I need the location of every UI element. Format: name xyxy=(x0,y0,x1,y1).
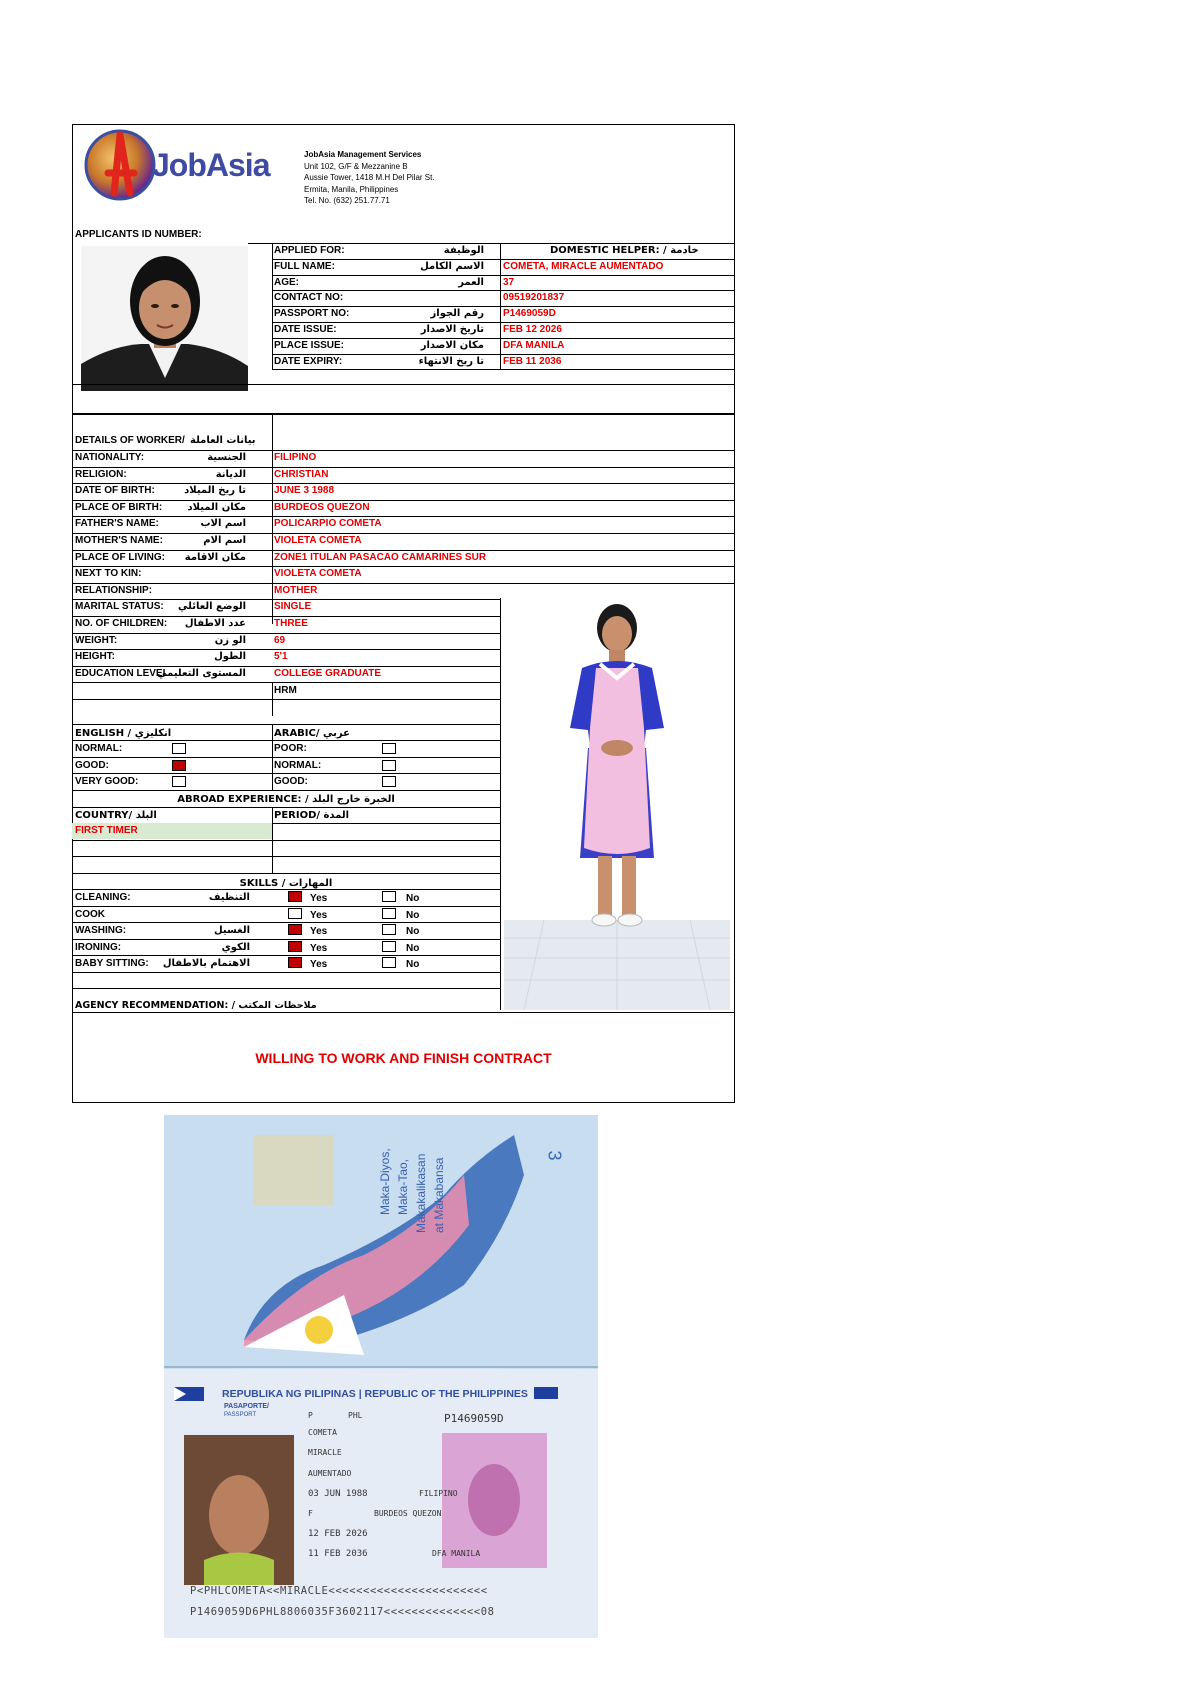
skill-yes-label: Yes xyxy=(310,893,328,904)
skill-yes-label: Yes xyxy=(310,926,328,937)
country-label: COUNTRY/ البلد xyxy=(75,810,157,821)
detail-label: RELATIONSHIP: xyxy=(75,584,153,596)
education-extra: HRM xyxy=(274,685,297,697)
table-rule xyxy=(72,533,735,534)
skill-no-label: No xyxy=(406,909,420,921)
detail-label-ar: مكان الميلاد xyxy=(187,501,246,513)
passport-nationality: FILIPINO xyxy=(419,1489,458,1498)
passport-mrz-1: P<PHLCOMETA<<MIRACLE<<<<<<<<<<<<<<<<<<<<<<< xyxy=(190,1585,488,1597)
detail-label: PLACE OF BIRTH: xyxy=(75,501,163,513)
skill-yes-label: Yes xyxy=(310,942,328,954)
table-rule xyxy=(72,939,500,940)
field-label: CONTACT NO: xyxy=(274,292,344,304)
skill-no-checkbox xyxy=(382,957,396,968)
detail-value: 5'1 xyxy=(274,651,288,663)
skill-yes-checkbox xyxy=(288,924,302,935)
detail-label-ar: اسم الاب xyxy=(200,518,246,530)
passport-page-number: 3 xyxy=(544,1150,565,1161)
detail-label: MARITAL STATUS: xyxy=(75,601,164,613)
applicant-photo xyxy=(81,246,248,391)
company-address-2: Aussie Tower, 1418 M.H Del Pilar St. xyxy=(304,173,435,182)
arabic-label: ARABIC/ عربي xyxy=(274,728,350,739)
table-rule xyxy=(72,450,735,451)
detail-value: SINGLE xyxy=(274,601,312,613)
detail-label-ar: عدد الاطفال xyxy=(184,618,246,629)
skill-no-label: No xyxy=(406,893,420,904)
table-rule xyxy=(72,889,500,890)
table-rule xyxy=(72,516,735,517)
skill-label: CLEANING: xyxy=(75,892,131,903)
field-label: FULL NAME: xyxy=(274,260,335,272)
arabic-level-label: NORMAL: xyxy=(274,759,322,771)
field-label-ar: الاسم الكامل xyxy=(420,260,484,272)
skill-no-label: No xyxy=(406,942,420,954)
skill-label-ar: التنظيف xyxy=(208,892,250,903)
english-level-checkbox xyxy=(172,743,186,754)
table-rule xyxy=(72,682,500,683)
table-rule xyxy=(72,414,735,415)
field-label-ar: تاريخ الاصدار xyxy=(420,324,484,335)
table-rule xyxy=(72,467,735,468)
detail-label: MOTHER'S NAME: xyxy=(75,535,163,546)
detail-value: THREE xyxy=(274,618,308,629)
abroad-title: ABROAD EXPERIENCE: / الخبرة خارج البلد xyxy=(177,794,395,805)
skill-label-ar: الاهتمام بالاطفال xyxy=(162,958,250,969)
arabic-level-checkbox xyxy=(382,760,396,771)
passport-middle: AUMENTADO xyxy=(308,1469,352,1478)
english-level-label: NORMAL: xyxy=(75,743,123,754)
detail-label-ar: الطول xyxy=(214,651,246,663)
table-rule xyxy=(72,773,500,774)
table-rule xyxy=(72,972,500,973)
passport-scan xyxy=(164,1115,598,1638)
skill-yes-label: Yes xyxy=(310,909,328,921)
detail-value: CHRISTIAN xyxy=(274,468,329,480)
skill-yes-label: Yes xyxy=(310,959,328,970)
table-rule xyxy=(272,369,735,370)
detail-label-ar: الجنسية xyxy=(207,452,246,463)
detail-value: BURDEOS QUEZON xyxy=(274,501,370,513)
field-value: 09519201837 xyxy=(503,292,565,304)
table-rule xyxy=(72,807,500,808)
passport-motto-4: at Makabansa xyxy=(432,1157,446,1233)
field-label: PASSPORT NO: xyxy=(274,308,350,320)
agency-recommendation-label: AGENCY RECOMMENDATION: / ملاحظات المكتب xyxy=(75,1000,317,1011)
detail-value: COLLEGE GRADUATE xyxy=(274,667,382,679)
passport-pob: BURDEOS QUEZON xyxy=(374,1509,442,1518)
table-rule xyxy=(72,724,500,725)
company-tel: Tel. No. (632) 251.77.71 xyxy=(304,196,390,205)
table-rule xyxy=(72,906,500,907)
detail-label: NATIONALITY: xyxy=(75,452,145,463)
table-rule xyxy=(272,414,273,624)
passport-country: REPUBLIKA NG PILIPINAS | REPUBLIC OF THE PHILIPPINES xyxy=(222,1388,528,1400)
table-rule xyxy=(72,633,500,634)
table-rule xyxy=(72,1012,735,1013)
field-label: DATE EXPIRY: xyxy=(274,355,343,367)
english-level-checkbox xyxy=(172,760,186,771)
table-rule xyxy=(72,873,500,874)
passport-code: PHL xyxy=(348,1411,363,1420)
skill-label-ar: الغسيل xyxy=(213,925,250,936)
detail-value: MOTHER xyxy=(274,584,318,596)
table-rule xyxy=(72,790,500,791)
skill-no-checkbox xyxy=(382,908,396,919)
skill-label-ar: الكوي xyxy=(221,941,250,953)
table-rule xyxy=(72,666,500,667)
detail-value: POLICARPIO COMETA xyxy=(274,518,382,530)
skill-yes-checkbox xyxy=(288,957,302,968)
skill-no-checkbox xyxy=(382,891,396,902)
arabic-level-label: GOOD: xyxy=(274,776,308,787)
table-rule xyxy=(72,583,735,584)
english-label: ENGLISH / انكليزي xyxy=(75,728,172,739)
table-rule xyxy=(72,550,735,551)
skill-no-checkbox xyxy=(382,941,396,952)
field-label-ar: الوظيفة xyxy=(443,245,484,256)
detail-value: VIOLETA COMETA xyxy=(274,535,362,546)
field-value: DFA MANILA xyxy=(503,339,565,351)
field-value: COMETA, MIRACLE AUMENTADO xyxy=(503,260,664,272)
field-value: FEB 12 2026 xyxy=(503,324,562,335)
skill-no-checkbox xyxy=(382,924,396,935)
detail-label: WEIGHT: xyxy=(75,634,118,646)
english-level-checkbox xyxy=(172,776,186,787)
table-rule xyxy=(72,922,500,923)
detail-label-ar: المستوى التعليمي xyxy=(157,667,246,679)
passport-surname: COMETA xyxy=(308,1428,337,1437)
table-rule xyxy=(72,616,500,617)
company-name: JobAsia Management Services xyxy=(304,150,422,159)
skill-yes-checkbox xyxy=(288,908,302,919)
detail-label-ar: الديانة xyxy=(215,468,246,480)
detail-value: VIOLETA COMETA xyxy=(274,568,362,580)
detail-label-ar: تا ريخ الميلاد xyxy=(184,485,246,497)
table-rule xyxy=(72,856,500,857)
field-value: 37 xyxy=(503,276,515,288)
skill-yes-checkbox xyxy=(288,941,302,952)
detail-label: RELIGION: xyxy=(75,468,127,480)
passport-sex: F xyxy=(308,1509,313,1518)
english-level-label: VERY GOOD: xyxy=(75,776,139,787)
applicant-id-label: APPLICANTS ID NUMBER: xyxy=(75,229,202,240)
english-level-label: GOOD: xyxy=(75,759,109,771)
passport-motto-1: Maka-Diyos, xyxy=(378,1148,392,1215)
table-rule xyxy=(72,500,735,501)
field-label: AGE: xyxy=(274,276,299,288)
passport-type: P xyxy=(308,1411,313,1420)
skill-yes-checkbox xyxy=(288,891,302,902)
skill-no-label: No xyxy=(406,959,420,970)
skill-no-label: No xyxy=(406,926,420,937)
detail-label: EDUCATION LEVEL xyxy=(75,667,169,679)
table-rule xyxy=(72,740,500,741)
table-rule xyxy=(500,243,501,369)
table-rule xyxy=(72,955,500,956)
passport-doc-label: PASAPORTE/ xyxy=(224,1403,269,1410)
table-rule xyxy=(72,483,735,484)
table-rule xyxy=(272,243,273,369)
company-address-1: Unit 102, G/F & Mezzanine B xyxy=(304,162,408,171)
field-value: DOMESTIC HELPER: / خادمة xyxy=(550,245,699,256)
table-rule xyxy=(500,598,501,1010)
detail-value: JUNE 3 1988 xyxy=(274,485,335,497)
agency-recommendation-text: WILLING TO WORK AND FINISH CONTRACT xyxy=(255,1050,552,1066)
skill-label: BABY SITTING: xyxy=(75,958,149,969)
detail-label-ar: الوضع العائلي xyxy=(178,601,246,613)
details-label: DETAILS OF WORKER/ xyxy=(75,435,185,446)
arabic-level-label: POOR: xyxy=(274,743,307,754)
detail-value: ZONE1 ITULAN PASACAO CAMARINES SUR xyxy=(274,551,487,563)
passport-motto-2: Maka-Tao, xyxy=(396,1158,410,1215)
period-label: PERIOD/ المدة xyxy=(274,810,350,821)
logo-text: JobAsia xyxy=(152,147,270,183)
details-label-ar: بيانات العاملة xyxy=(190,435,256,446)
detail-label-ar: مكان الاقامة xyxy=(184,551,246,563)
detail-value: FILIPINO xyxy=(274,452,317,463)
detail-label: NEXT TO KIN: xyxy=(75,568,142,580)
passport-expiry: 11 FEB 2036 xyxy=(308,1549,368,1559)
skill-label: IRONING: xyxy=(75,941,122,953)
table-rule xyxy=(272,682,273,715)
company-address-3: Ermita, Manila, Philippines xyxy=(304,185,399,194)
full-body-photo xyxy=(504,598,730,1010)
detail-label: DATE OF BIRTH: xyxy=(75,485,155,497)
table-rule xyxy=(72,988,500,989)
field-value: P1469059D xyxy=(503,308,556,320)
field-label-ar: تا ريخ الانتهاء xyxy=(418,355,484,367)
arabic-level-checkbox xyxy=(382,743,396,754)
detail-label-ar: اسم الام xyxy=(203,535,246,546)
field-label: PLACE ISSUE: xyxy=(274,339,345,351)
table-rule xyxy=(72,840,500,841)
field-label-ar: مكان الاصدار xyxy=(420,339,484,351)
field-label-ar: العمر xyxy=(458,276,484,288)
table-rule xyxy=(72,566,735,567)
first-timer: FIRST TIMER xyxy=(72,823,272,839)
detail-label: NO. OF CHILDREN: xyxy=(75,618,168,629)
passport-dob: 03 JUN 1988 xyxy=(308,1489,368,1499)
skill-label: WASHING: xyxy=(75,925,127,936)
passport-motto-3: Makakalikasan xyxy=(414,1153,428,1233)
table-rule xyxy=(72,757,500,758)
detail-label: PLACE OF LIVING: xyxy=(75,551,165,563)
field-label-ar: رقم الجواز xyxy=(430,308,484,320)
company-logo xyxy=(84,127,277,205)
detail-value: 69 xyxy=(274,634,286,646)
table-rule xyxy=(72,384,735,385)
detail-label-ar: الو زن xyxy=(214,634,246,646)
passport-issue: 12 FEB 2026 xyxy=(308,1529,368,1539)
passport-doc-label-2: PASSPORT xyxy=(224,1412,257,1418)
skill-label: COOK xyxy=(75,908,105,920)
passport-given: MIRACLE xyxy=(308,1448,342,1457)
passport-number: P1469059D xyxy=(444,1412,504,1425)
table-rule xyxy=(72,699,500,700)
field-value: FEB 11 2036 xyxy=(503,355,562,367)
passport-authority: DFA MANILA xyxy=(432,1549,481,1558)
detail-label: FATHER'S NAME: xyxy=(75,518,159,530)
field-label: DATE ISSUE: xyxy=(274,324,337,335)
table-rule xyxy=(72,649,500,650)
table-rule xyxy=(72,599,500,600)
passport-mrz-2: P1469059D6PHL8806035F3602117<<<<<<<<<<<<<<08 xyxy=(190,1606,495,1618)
detail-label: HEIGHT: xyxy=(75,651,115,663)
field-label: APPLIED FOR: xyxy=(274,245,345,256)
arabic-level-checkbox xyxy=(382,776,396,787)
skills-title: SKILLS / المهارات xyxy=(239,877,333,889)
